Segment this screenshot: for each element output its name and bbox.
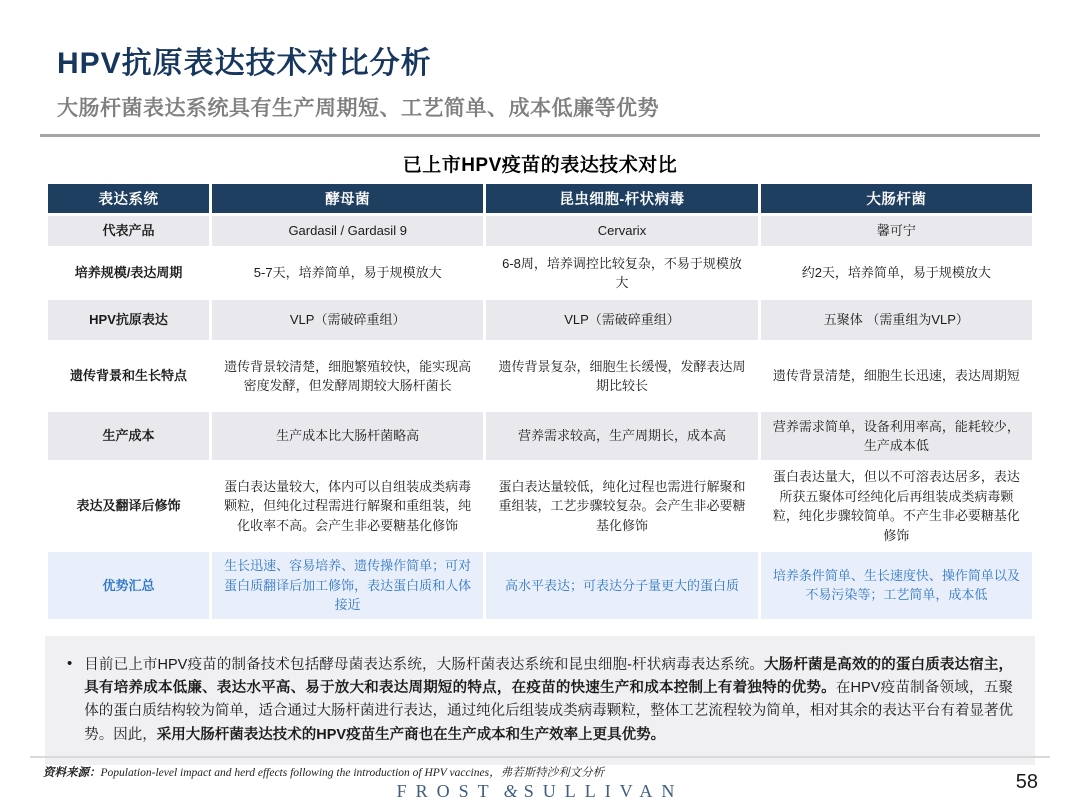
source-note	[43, 764, 604, 780]
table-cell: VLP（需破碎重组）	[212, 300, 483, 340]
table-row	[48, 216, 1032, 246]
table-cell: 馨可宁	[761, 216, 1032, 246]
table-row	[48, 343, 1032, 409]
column-header-expression-system: 表达系统	[48, 184, 209, 213]
table-cell: 6-8周，培养调控比较复杂，不易于规模放大	[486, 249, 757, 297]
table-row	[48, 412, 1032, 460]
table-cell: 蛋白表达量较大，体内可以自组装成类病毒颗粒，但纯化过程需进行解聚和重组装，纯化收率不高。会产生非必要糖基化修饰	[212, 463, 483, 549]
column-header-ecoli: 大肠杆菌	[761, 184, 1032, 213]
slide-header	[0, 0, 1080, 122]
row-label: HPV抗原表达	[48, 300, 209, 340]
logo-sullivan: SULLIVAN	[523, 781, 684, 801]
table-cell: 营养需求简单，设备利用率高，能耗较少，生产成本低	[761, 412, 1032, 460]
row-label: 表达及翻译后修饰	[48, 463, 209, 549]
table-body	[48, 216, 1032, 619]
page-subtitle: 大肠杆菌表达系统具有生产周期短、工艺简单、成本低廉等优势	[57, 97, 659, 120]
table-cell: VLP（需破碎重组）	[486, 300, 757, 340]
bullet-icon: •	[67, 654, 73, 672]
row-label: 代表产品	[48, 216, 209, 246]
row-label: 生产成本	[48, 412, 209, 460]
summary-segment-bold: 采用大肠杆菌表达技术的HPV疫苗生产商也在生产成本和生产效率上更具优势。	[156, 726, 666, 743]
comparison-table	[45, 181, 1035, 622]
table-cell: 生长迅速、容易培养、遗传操作简单；可对蛋白质翻译后加工修饰，表达蛋白质和人体接近	[212, 552, 483, 619]
summary-box	[45, 636, 1035, 766]
table-cell: 生产成本比大肠杆菌略高	[212, 412, 483, 460]
logo-frost: FROST	[396, 781, 498, 801]
column-header-yeast: 酵母菌	[212, 184, 483, 213]
page-number: 58	[1015, 771, 1038, 793]
row-label: 优势汇总	[48, 552, 209, 619]
page-title: HPV抗原表达技术对比分析	[57, 47, 432, 80]
row-label: 培养规模/表达周期	[48, 249, 209, 297]
table-cell: 遗传背景较清楚，细胞繁殖较快，能实现高密度发酵，但发酵周期较大肠杆菌长	[212, 343, 483, 409]
table-cell: Cervarix	[486, 216, 757, 246]
table-caption: 已上市HPV疫苗的表达技术对比	[402, 155, 678, 176]
table-cell: 5-7天，培养简单，易于规模放大	[212, 249, 483, 297]
summary-paragraph	[84, 654, 1013, 748]
summary-segment: 在HPV疫苗制备领域，五聚体的蛋白质结构较为简单，适合通过大肠杆菌进行表达，通过纯化后组装成类病毒颗粒，整体工艺流程较为简单，相对其余的表达平台有着显著优势。因此，	[84, 679, 1013, 743]
table-header	[48, 184, 1032, 213]
source-text: Population-level impact and herd effects following the introduction of HPV vaccines，弗若斯特沙利文分析	[100, 767, 605, 779]
summary-segment: 目前已上市HPV疫苗的制备技术包括酵母菌表达系统，大肠杆菌表达系统和昆虫细胞-杆状病毒表达系统。	[84, 656, 765, 673]
table-row	[48, 552, 1032, 619]
table-row	[48, 300, 1032, 340]
summary-segment-bold: 大肠杆菌是高效的的蛋白质表达宿主，具有培养成本低廉、表达水平高、易于放大和表达周期短的特点，在疫苗的快速生产和成本控制上有着独特的优势。	[84, 656, 1014, 696]
column-header-insect-cell: 昆虫细胞-杆状病毒	[486, 184, 757, 213]
table-cell: 五聚体 （需重组为VLP）	[761, 300, 1032, 340]
table-cell: 约2天，培养简单，易于规模放大	[761, 249, 1032, 297]
footer-divider	[30, 756, 1050, 758]
table-cell: 遗传背景清楚，细胞生长迅速，表达周期短	[761, 343, 1032, 409]
frost-sullivan-logo	[0, 781, 1080, 802]
table-cell: 遗传背景复杂，细胞生长缓慢，发酵表达周期比较长	[486, 343, 757, 409]
row-label: 遗传背景和生长特点	[48, 343, 209, 409]
table-row	[48, 249, 1032, 297]
source-label: 资料来源：	[43, 767, 101, 779]
table-cell: Gardasil / Gardasil 9	[212, 216, 483, 246]
table-cell: 高水平表达；可表达分子量更大的蛋白质	[486, 552, 757, 619]
table-row	[48, 463, 1032, 549]
table-cell: 蛋白表达量较低，纯化过程也需进行解聚和重组装，工艺步骤较复杂。会产生非必要糖基化修饰	[486, 463, 757, 549]
table-cell: 蛋白表达量大，但以不可溶表达居多，表达所获五聚体可经纯化后再组装成类病毒颗粒，纯化步骤较简单。不产生非必要糖基化修饰	[761, 463, 1032, 549]
table-cell: 营养需求较高，生产周期长，成本高	[486, 412, 757, 460]
header-divider	[40, 134, 1040, 137]
table-cell: 培养条件简单、生长速度快、操作简单以及不易污染等；工艺简单，成本低	[761, 552, 1032, 619]
logo-ampersand: &	[503, 781, 518, 801]
